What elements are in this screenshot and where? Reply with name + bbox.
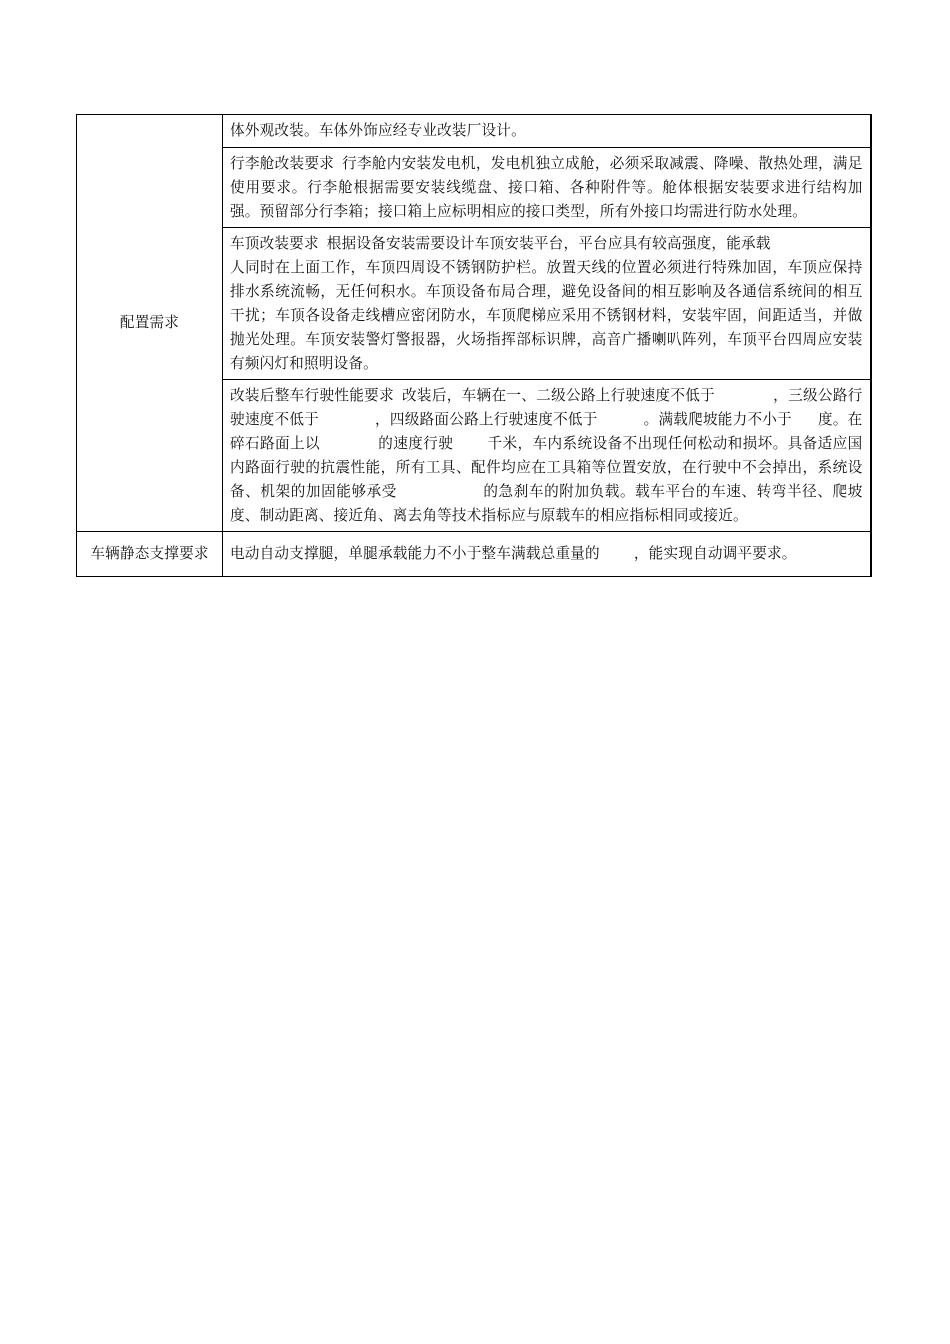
item-text: 体外观改装。车体外饰应经专业改装厂设计。 [230, 122, 526, 139]
table-row [77, 532, 871, 577]
item-segment: 电动自动支撑腿，单腿承载能力不小于整车满载总重量的 [230, 545, 600, 562]
item-driving-performance [223, 380, 871, 532]
item-text: 人同时在上面工作，车顶四周设不锈钢防护栏。放置天线的位置必须进行特殊加固，车顶应保持排水系统流畅，无任何积水。车顶设备布局合理，避免设备间的相互影响及各通信系统间的相互干扰；车顶各设备走线槽应密闭防水，车顶爬梯应采用不锈钢材料，安装牢固，间距适当，并做抛光处理。车顶安装警灯警报器，火场指挥部标识牌，高音广播喇叭阵列，车顶平台四周应安装有频闪灯和照明设备。 [230, 259, 863, 372]
item-segment: 的急刹车的附加负载。载车平台的车速、转弯半径、爬坡度、制动距离、接近角、离去角等技术指标应与原载车的相应指标相同或接近。 [230, 483, 863, 524]
item-segment: 度。在碎石路面上以 [230, 411, 863, 452]
item-lead: 车顶改装要求 [230, 235, 319, 252]
row-label-static-support [77, 532, 223, 577]
item-text: 根据设备安装需要设计车顶安装平台，平台应具有较高强度，能承载 [326, 235, 771, 252]
item-segment: 的速度行驶 [378, 435, 454, 452]
requirements-table [76, 114, 872, 577]
row-label-text: 配置需求 [119, 314, 180, 331]
row-label-text: 车辆静态支撑要求 [90, 545, 209, 562]
item-text: 行李舱内安装发电机，发电机独立成舱，必须采取减震、降噪、散热处理，满足使用要求。行李舱根据需要安装线缆盘、接口箱、各种附件等。舱体根据安装要求进行结构加强。预留部分行李箱；接口箱上应标明相应的接口类型，所有外接口均需进行防水处理。 [230, 155, 863, 220]
table-row [77, 115, 871, 148]
item-lead: 行李舱改装要求 [230, 155, 335, 172]
item-lead: 改装后整车行驶性能要求 [230, 387, 394, 404]
item-segment: ，能实现自动调平要求。 [633, 545, 797, 562]
item-segment: 改装后，车辆在一、二级公路上行驶速度不低于 [402, 387, 716, 404]
item-segment: ，三级公路行驶速度不低于 [230, 387, 863, 428]
item-static-support [223, 532, 871, 577]
item-segment: 千米，车内系统设备不出现任何松动和损坏。具备适应国内路面行驶的抗震性能，所有工具、配件均应在工具箱等位置安放，在行驶中不会掉出，系统设备、机架的加固能够承受 [230, 435, 863, 500]
row-label-config [77, 115, 223, 532]
item-first-line [230, 232, 863, 256]
item-segment: ，四级路面公路上行驶速度不低于 [375, 411, 598, 428]
item-segment: 。满载爬坡能力不小于 [643, 411, 792, 428]
item-luggage-compartment [223, 148, 871, 228]
item-exterior [223, 115, 871, 148]
item-roof [223, 228, 871, 380]
